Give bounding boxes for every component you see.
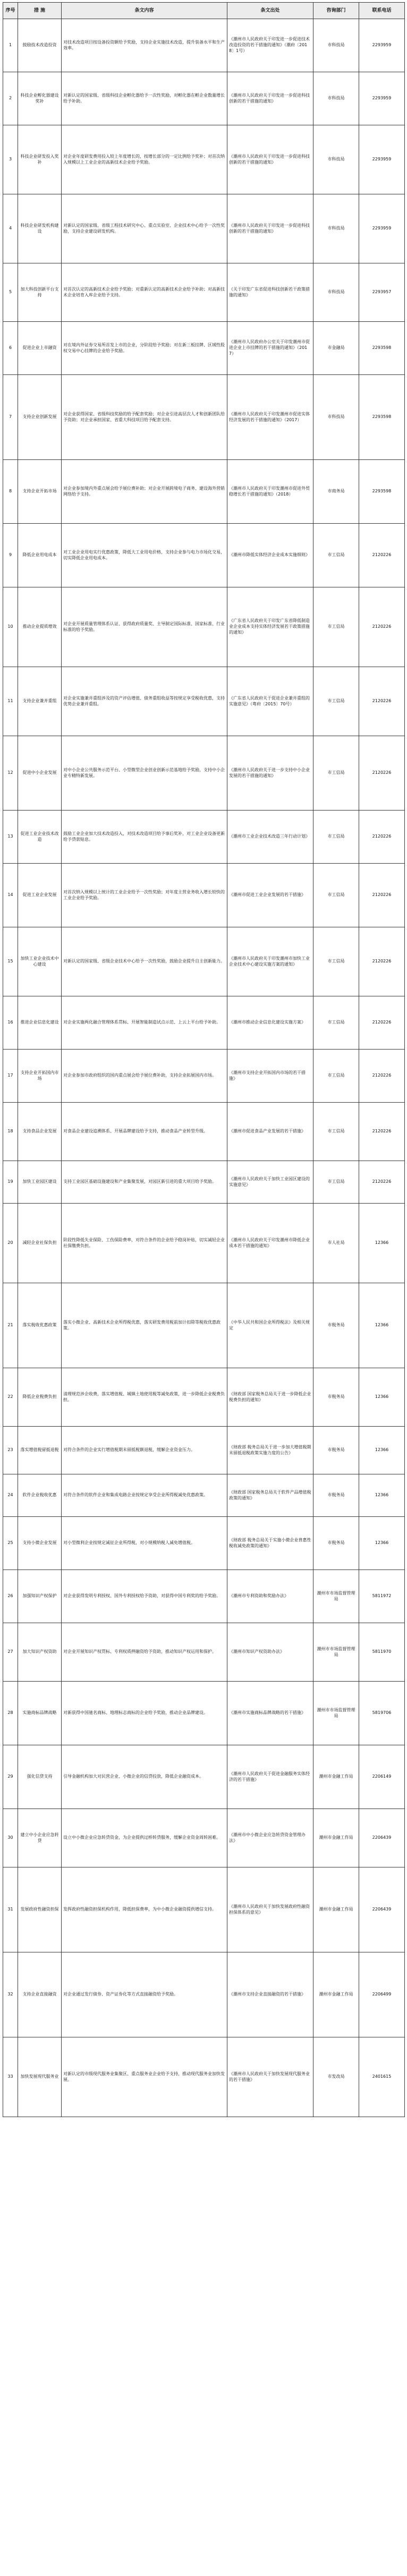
phone-cell: 2120226 bbox=[359, 524, 405, 587]
measure-cell: 支持小微企业发展 bbox=[18, 1517, 62, 1570]
content-cell: 阶段性降低失业保险、工伤保险费率，对符合条件的企业给予稳岗补贴，切实减轻企业社保缴费负担。 bbox=[62, 1204, 227, 1283]
phone-cell: 2120226 bbox=[359, 996, 405, 1050]
table-row bbox=[3, 1517, 405, 1570]
content-cell: 对企业参加境内外重点展会给予展位费补助；对企业开展跨境电子商务、建设海外营销网络给予支持。 bbox=[62, 460, 227, 524]
source-cell: 《潮州市人民政府关于印发潮州市促进实体经济发展的若干措施的通知》（2017） bbox=[227, 375, 313, 460]
source-cell: 《潮州市人民政府关于印发潮州市降低企业成本若干措施的通知》 bbox=[227, 1204, 313, 1283]
dept-cell: 市金融局 bbox=[313, 322, 359, 375]
dept-cell: 市税务局 bbox=[313, 1283, 359, 1368]
source-cell: 《财政部 税务总局关于进一步加大增值税期末留抵退税政策实施力度的公告》 bbox=[227, 1427, 313, 1474]
row-number: 31 bbox=[3, 1867, 18, 1952]
content-cell: 对技术改造项目按设备投资额给予奖励，支持企业实施技术改造，提升装备水平和生产效率。 bbox=[62, 19, 227, 72]
phone-cell: 2120226 bbox=[359, 1161, 405, 1204]
content-cell: 对企业开展知识产权贯标、专利权质押融资给予资助，推动知识产权运用和保护。 bbox=[62, 1623, 227, 1682]
source-cell: 《潮州市人民政府关于加快工业园区建设的实施意见》 bbox=[227, 1161, 313, 1204]
source-cell: 《潮州市支持企业开拓国内市场的若干措施》 bbox=[227, 1050, 313, 1103]
table-row bbox=[3, 1623, 405, 1682]
row-number: 22 bbox=[3, 1368, 18, 1427]
source-cell: 《潮州市人民政府办公室关于印发潮州市促进企业上市挂牌的若干措施的通知》（2017） bbox=[227, 322, 313, 375]
dept-cell: 市税务局 bbox=[313, 1517, 359, 1570]
source-cell: 《潮州市工业企业技术改造三年行动计划》 bbox=[227, 811, 313, 864]
phone-cell: 2120226 bbox=[359, 864, 405, 927]
source-cell: 《潮州市实施商标品牌战略的若干措施》 bbox=[227, 1682, 313, 1745]
measure-cell: 鼓励技术改造投资 bbox=[18, 19, 62, 72]
row-number: 23 bbox=[3, 1427, 18, 1474]
content-cell: 对新认定的市级现代服务业集聚区、重点服务业企业给予支持，推动现代服务业加快发展。 bbox=[62, 2037, 227, 2117]
source-cell: 《潮州市促进工业企业发展的若干措施》 bbox=[227, 864, 313, 927]
dept-cell: 市工信局 bbox=[313, 811, 359, 864]
phone-cell: 2206499 bbox=[359, 1952, 405, 2037]
dept-cell: 市发改局 bbox=[313, 2037, 359, 2117]
phone-cell: 2120226 bbox=[359, 1050, 405, 1103]
row-number: 2 bbox=[3, 72, 18, 125]
dept-cell: 潮州市金融工作局 bbox=[313, 1809, 359, 1867]
content-cell: 落实小微企业、高新技术企业所得税优惠，落实研发费用税前加计扣除等税收优惠政策。 bbox=[62, 1283, 227, 1368]
content-cell: 对中小企业公共服务示范平台、小型微型企业创业创新示范基地给予奖励，支持中小企业专精特新发展。 bbox=[62, 736, 227, 811]
dept-cell: 市税务局 bbox=[313, 1368, 359, 1427]
row-number: 8 bbox=[3, 460, 18, 524]
measure-cell: 支持企业创新发展 bbox=[18, 375, 62, 460]
table-row bbox=[3, 19, 405, 72]
content-cell: 发挥政府性融资担保机构作用，降低担保费率，为中小微企业融资提供增信支持。 bbox=[62, 1867, 227, 1952]
table-row bbox=[3, 194, 405, 263]
dept-cell: 潮州市市场监督管理局 bbox=[313, 1682, 359, 1745]
content-cell: 对新认定的国家级、省级工程技术研究中心、重点实验室、企业技术中心给予一次性奖励，支持企业建设研发机构。 bbox=[62, 194, 227, 263]
table-row bbox=[3, 375, 405, 460]
phone-cell: 12366 bbox=[359, 1474, 405, 1517]
row-number: 24 bbox=[3, 1474, 18, 1517]
dept-cell: 市工信局 bbox=[313, 1050, 359, 1103]
table-row bbox=[3, 1161, 405, 1204]
table-row bbox=[3, 1952, 405, 2037]
table-row bbox=[3, 72, 405, 125]
content-cell: 对新认定的国家级、省级科技企业孵化器给予一次性奖励，对孵化器在孵企业数量增长给予补助。 bbox=[62, 72, 227, 125]
source-cell: 《财政部 国家税务总局关于进一步降低企业税费负担的通知》 bbox=[227, 1368, 313, 1427]
dept-cell: 市工信局 bbox=[313, 587, 359, 667]
policy-table bbox=[3, 2, 405, 2117]
row-number: 3 bbox=[3, 125, 18, 194]
measure-cell: 支持企业开拓市场 bbox=[18, 460, 62, 524]
row-number: 5 bbox=[3, 263, 18, 322]
dept-cell: 市工信局 bbox=[313, 524, 359, 587]
header-row bbox=[3, 3, 405, 19]
table-row bbox=[3, 927, 405, 996]
source-cell: 《潮州市人民政府关于进一步支持中小企业发展的若干措施的通知》 bbox=[227, 736, 313, 811]
source-cell: 《财政部 税务总局关于实施小微企业普惠性税收减免政策的通知》 bbox=[227, 1517, 313, 1570]
source-cell: 《关于印发广东省促进科技创新若干政策措施的通知》 bbox=[227, 263, 313, 322]
phone-cell: 2120226 bbox=[359, 587, 405, 667]
table-row bbox=[3, 1474, 405, 1517]
source-cell: 《潮州市人民政府关于印发进一步促进科技创新的若干措施的通知》 bbox=[227, 125, 313, 194]
content-cell: 对新获得中国驰名商标、地理标志商标的企业给予奖励，推动企业品牌建设。 bbox=[62, 1682, 227, 1745]
table-row bbox=[3, 263, 405, 322]
phone-cell: 2293959 bbox=[359, 72, 405, 125]
source-cell: 《潮州市支持企业直接融资的若干措施》 bbox=[227, 1952, 313, 2037]
phone-cell: 2120226 bbox=[359, 736, 405, 811]
source-cell: 《财政部 国家税务总局关于软件产品增值税政策的通知》 bbox=[227, 1474, 313, 1517]
phone-cell: 12366 bbox=[359, 1368, 405, 1427]
row-number: 12 bbox=[3, 736, 18, 811]
measure-cell: 加快发展现代服务业 bbox=[18, 2037, 62, 2117]
table-row bbox=[3, 864, 405, 927]
table-row bbox=[3, 1570, 405, 1623]
measure-cell: 推进企业信息化建设 bbox=[18, 996, 62, 1050]
row-number: 16 bbox=[3, 996, 18, 1050]
dept-cell: 潮州市金融工作局 bbox=[313, 1867, 359, 1952]
phone-cell: 5819706 bbox=[359, 1682, 405, 1745]
table-row bbox=[3, 667, 405, 736]
measure-cell: 建立中小企业应急转贷 bbox=[18, 1809, 62, 1867]
table-row bbox=[3, 1867, 405, 1952]
phone-cell: 2206149 bbox=[359, 1745, 405, 1809]
measure-cell: 科技企业孵化器建设奖补 bbox=[18, 72, 62, 125]
source-cell: 《潮州市促进食品产业发展的若干措施》 bbox=[227, 1103, 313, 1161]
source-cell: 《潮州市人民政府关于印发潮州市促进外贸稳增长若干措施的通知》（2018） bbox=[227, 460, 313, 524]
source-cell: 《中华人民共和国企业所得税法》及相关规定 bbox=[227, 1283, 313, 1368]
content-cell: 对企业年度研发费用投入较上年度增长的，按增长部分的一定比例给予奖补；对首次纳入规模以上工业企业的高新技术企业给予奖励。 bbox=[62, 125, 227, 194]
measure-cell: 促进中小企业发展 bbox=[18, 736, 62, 811]
measure-cell: 降低企业税费负担 bbox=[18, 1368, 62, 1427]
content-cell: 对首次认定的高新技术企业给予奖励；对重新认定的高新技术企业给予补助；对高新技术企业培育入库企业给予支持。 bbox=[62, 263, 227, 322]
phone-cell: 2401615 bbox=[359, 2037, 405, 2117]
dept-cell: 市工信局 bbox=[313, 996, 359, 1050]
phone-cell: 2206439 bbox=[359, 1867, 405, 1952]
header-dept: 咨询部门 bbox=[313, 3, 359, 19]
dept-cell: 市科技局 bbox=[313, 375, 359, 460]
source-cell: 《广东省人民政府关于印发广东省降低制造业企业成本支持实体经济发展若干政策措施的通知》 bbox=[227, 587, 313, 667]
content-cell: 对符合条件的企业实行增值税期末留抵税额退税，缓解企业资金压力。 bbox=[62, 1427, 227, 1474]
dept-cell: 市工信局 bbox=[313, 667, 359, 736]
content-cell: 对企业获得发明专利授权、国外专利授权给予资助，对获得中国专利奖的给予奖励。 bbox=[62, 1570, 227, 1623]
content-cell: 对新认定的国家级、省级企业技术中心给予一次性奖励，鼓励企业提升自主创新能力。 bbox=[62, 927, 227, 996]
dept-cell: 市科技局 bbox=[313, 263, 359, 322]
dept-cell: 潮州市金融工作局 bbox=[313, 1952, 359, 2037]
dept-cell: 市人社局 bbox=[313, 1204, 359, 1283]
phone-cell: 5811970 bbox=[359, 1623, 405, 1682]
content-cell: 对小型微利企业按规定减征企业所得税，对小规模纳税人减免增值税。 bbox=[62, 1517, 227, 1570]
source-cell: 《潮州市专利资助和奖励办法》 bbox=[227, 1570, 313, 1623]
source-cell: 《潮州市中小微企业应急转贷资金管理办法》 bbox=[227, 1809, 313, 1867]
phone-cell: 2120226 bbox=[359, 811, 405, 864]
table-body bbox=[3, 19, 405, 2117]
row-number: 15 bbox=[3, 927, 18, 996]
table-row bbox=[3, 1283, 405, 1368]
row-number: 1 bbox=[3, 19, 18, 72]
dept-cell: 市工信局 bbox=[313, 1161, 359, 1204]
measure-cell: 强化信贷支持 bbox=[18, 1745, 62, 1809]
dept-cell: 市工信局 bbox=[313, 1103, 359, 1161]
table-row bbox=[3, 1204, 405, 1283]
phone-cell: 2293598 bbox=[359, 322, 405, 375]
table-row bbox=[3, 460, 405, 524]
row-number: 18 bbox=[3, 1103, 18, 1161]
content-cell: 鼓励工业企业加大技术改造投入，对技术改造项目给予事后奖补，对工业企业设备更新给予贷款贴息。 bbox=[62, 811, 227, 864]
row-number: 26 bbox=[3, 1570, 18, 1623]
phone-cell: 2293957 bbox=[359, 263, 405, 322]
table-row bbox=[3, 125, 405, 194]
source-cell: 《潮州市人民政府关于促进金融服务实体经济的若干措施》 bbox=[227, 1745, 313, 1809]
table-row bbox=[3, 736, 405, 811]
row-number: 30 bbox=[3, 1809, 18, 1867]
measure-cell: 促进工业企业技术改造 bbox=[18, 811, 62, 864]
row-number: 20 bbox=[3, 1204, 18, 1283]
content-cell: 对在境内外证券交易所首发上市的企业，分阶段给予奖励；对在新三板挂牌、区域性股权交易中心挂牌的企业给予奖励。 bbox=[62, 322, 227, 375]
source-cell: 《广东省人民政府关于促进企业兼并重组的实施意见》（粤府〔2015〕70号） bbox=[227, 667, 313, 736]
content-cell: 对企业实施兼并重组涉及的资产评估增值、债务重组收益等按规定享受税收优惠，支持优势企业兼并重组。 bbox=[62, 667, 227, 736]
row-number: 6 bbox=[3, 322, 18, 375]
source-cell: 《潮州市人民政府关于印发进一步促进科技创新的若干措施的通知》 bbox=[227, 72, 313, 125]
measure-cell: 支持企业兼并重组 bbox=[18, 667, 62, 736]
source-cell: 《潮州市人民政府关于印发进一步促进技术改造投资的若干措施的通知》（潮府〔2018〕1号） bbox=[227, 19, 313, 72]
table-row bbox=[3, 1050, 405, 1103]
phone-cell: 2206439 bbox=[359, 1809, 405, 1867]
row-number: 10 bbox=[3, 587, 18, 667]
source-cell: 《潮州市人民政府关于印发进一步促进科技创新的若干措施的通知》 bbox=[227, 194, 313, 263]
content-cell: 对企业实施两化融合管理体系贯标、开展智能制造试点示范、上云上平台给予补助。 bbox=[62, 996, 227, 1050]
phone-cell: 2293598 bbox=[359, 460, 405, 524]
row-number: 28 bbox=[3, 1682, 18, 1745]
dept-cell: 市工信局 bbox=[313, 736, 359, 811]
phone-cell: 2293959 bbox=[359, 19, 405, 72]
source-cell: 《潮州市人民政府关于印发潮州市加快工业企业技术中心建设实施方案的通知》 bbox=[227, 927, 313, 996]
phone-cell: 12366 bbox=[359, 1427, 405, 1474]
content-cell: 设立中小微企业应急转贷资金，为企业提供过桥转贷服务，缓解企业资金周转困难。 bbox=[62, 1809, 227, 1867]
phone-cell: 2120226 bbox=[359, 927, 405, 996]
header-no: 序号 bbox=[3, 3, 18, 19]
content-cell: 对企业获得国家、省级科技奖励的给予配套奖励；对企业引进高层次人才和创新团队给予资助；对企业承担国家、省重大科技项目给予配套支持。 bbox=[62, 375, 227, 460]
measure-cell: 减轻企业社保负担 bbox=[18, 1204, 62, 1283]
measure-cell: 推动企业提质增效 bbox=[18, 587, 62, 667]
table-row bbox=[3, 587, 405, 667]
dept-cell: 市科技局 bbox=[313, 194, 359, 263]
table-row bbox=[3, 996, 405, 1050]
row-number: 32 bbox=[3, 1952, 18, 2037]
table-row bbox=[3, 2037, 405, 2117]
phone-cell: 2120226 bbox=[359, 1103, 405, 1161]
measure-cell: 科技企业研发投入奖补 bbox=[18, 125, 62, 194]
phone-cell: 12366 bbox=[359, 1204, 405, 1283]
table-row bbox=[3, 1103, 405, 1161]
phone-cell: 2293959 bbox=[359, 125, 405, 194]
content-cell: 对符合条件的软件企业和集成电路企业按规定享受企业所得税减免优惠政策。 bbox=[62, 1474, 227, 1517]
measure-cell: 软件企业税收优惠 bbox=[18, 1474, 62, 1517]
content-cell: 对企业开展质量管理体系认证、获得政府质量奖、主导制定国际标准、国家标准、行业标准的给予奖励。 bbox=[62, 587, 227, 667]
dept-cell: 市税务局 bbox=[313, 1474, 359, 1517]
table-row bbox=[3, 1427, 405, 1474]
phone-cell: 2293959 bbox=[359, 194, 405, 263]
content-cell: 对食品企业建设追溯体系、开展品牌建设给予支持，推动食品产业转型升级。 bbox=[62, 1103, 227, 1161]
measure-cell: 加大知识产权资助 bbox=[18, 1623, 62, 1682]
header-source: 条文出处 bbox=[227, 3, 313, 19]
source-cell: 《潮州市降低实体经济企业成本实施细则》 bbox=[227, 524, 313, 587]
measure-cell: 支持企业直接融资 bbox=[18, 1952, 62, 2037]
row-number: 27 bbox=[3, 1623, 18, 1682]
table-row bbox=[3, 1745, 405, 1809]
row-number: 13 bbox=[3, 811, 18, 864]
phone-cell: 2120226 bbox=[359, 667, 405, 736]
measure-cell: 实施商标品牌战略 bbox=[18, 1682, 62, 1745]
dept-cell: 市商务局 bbox=[313, 460, 359, 524]
content-cell: 清理规范涉企收费，落实增值税、城镇土地使用税等减免政策，进一步降低企业税费负担。 bbox=[62, 1368, 227, 1427]
dept-cell: 潮州市市场监督管理局 bbox=[313, 1570, 359, 1623]
row-number: 25 bbox=[3, 1517, 18, 1570]
row-number: 33 bbox=[3, 2037, 18, 2117]
content-cell: 对企业参加市政府组织的国内重点展会给予展位费补助，支持企业拓展国内市场。 bbox=[62, 1050, 227, 1103]
measure-cell: 加大科技创新平台支持 bbox=[18, 263, 62, 322]
dept-cell: 市工信局 bbox=[313, 864, 359, 927]
measure-cell: 加快工业园区建设 bbox=[18, 1161, 62, 1204]
row-number: 9 bbox=[3, 524, 18, 587]
measure-cell: 落实税收优惠政策 bbox=[18, 1283, 62, 1368]
table-row bbox=[3, 322, 405, 375]
source-cell: 《潮州市人民政府关于加快发展政府性融资担保体系的意见》 bbox=[227, 1867, 313, 1952]
table-row bbox=[3, 1682, 405, 1745]
row-number: 21 bbox=[3, 1283, 18, 1368]
row-number: 14 bbox=[3, 864, 18, 927]
content-cell: 对首次纳入规模以上统计的工业企业给予一次性奖励；对年度主营业务收入增长较快的工业企业给予奖励。 bbox=[62, 864, 227, 927]
dept-cell: 市科技局 bbox=[313, 125, 359, 194]
header-phone: 联系电话 bbox=[359, 3, 405, 19]
measure-cell: 加快工业企业技术中心建设 bbox=[18, 927, 62, 996]
content-cell: 对工业企业用电实行优惠政策，降低大工业用电价格，支持企业参与电力市场化交易，切实降低企业用电成本。 bbox=[62, 524, 227, 587]
dept-cell: 市科技局 bbox=[313, 72, 359, 125]
measure-cell: 支持企业开拓国内市场 bbox=[18, 1050, 62, 1103]
content-cell: 支持工业园区基础设施建设和产业集聚发展，对园区新引进的重大项目给予奖励。 bbox=[62, 1161, 227, 1204]
header-measure: 措 施 bbox=[18, 3, 62, 19]
row-number: 11 bbox=[3, 667, 18, 736]
phone-cell: 5811972 bbox=[359, 1570, 405, 1623]
source-cell: 《潮州市知识产权资助办法》 bbox=[227, 1623, 313, 1682]
row-number: 4 bbox=[3, 194, 18, 263]
row-number: 17 bbox=[3, 1050, 18, 1103]
dept-cell: 市税务局 bbox=[313, 1427, 359, 1474]
measure-cell: 科技企业研发机构建设 bbox=[18, 194, 62, 263]
dept-cell: 市工信局 bbox=[313, 927, 359, 996]
table-row bbox=[3, 1368, 405, 1427]
row-number: 29 bbox=[3, 1745, 18, 1809]
phone-cell: 12366 bbox=[359, 1283, 405, 1368]
dept-cell: 潮州市市场监督管理局 bbox=[313, 1623, 359, 1682]
measure-cell: 促进企业上市融资 bbox=[18, 322, 62, 375]
table-row bbox=[3, 524, 405, 587]
measure-cell: 加强知识产权保护 bbox=[18, 1570, 62, 1623]
row-number: 7 bbox=[3, 375, 18, 460]
measure-cell: 支持食品企业发展 bbox=[18, 1103, 62, 1161]
dept-cell: 市科技局 bbox=[313, 19, 359, 72]
measure-cell: 落实增值税留抵退税 bbox=[18, 1427, 62, 1474]
source-cell: 《潮州市人民政府关于加快发展现代服务业的若干措施》 bbox=[227, 2037, 313, 2117]
measure-cell: 发展政府性融资担保 bbox=[18, 1867, 62, 1952]
row-number: 19 bbox=[3, 1161, 18, 1204]
content-cell: 引导金融机构加大对民营企业、小微企业的信贷投放，降低企业融资成本。 bbox=[62, 1745, 227, 1809]
content-cell: 对企业通过发行债券、资产证券化等方式直接融资给予奖励。 bbox=[62, 1952, 227, 2037]
measure-cell: 促进工业企业发展 bbox=[18, 864, 62, 927]
table-row bbox=[3, 1809, 405, 1867]
dept-cell: 潮州市金融工作局 bbox=[313, 1745, 359, 1809]
source-cell: 《潮州市推动企业信息化建设实施方案》 bbox=[227, 996, 313, 1050]
header-content: 条文内容 bbox=[62, 3, 227, 19]
table-row bbox=[3, 811, 405, 864]
measure-cell: 降低企业用电成本 bbox=[18, 524, 62, 587]
phone-cell: 2293598 bbox=[359, 375, 405, 460]
phone-cell: 12366 bbox=[359, 1517, 405, 1570]
